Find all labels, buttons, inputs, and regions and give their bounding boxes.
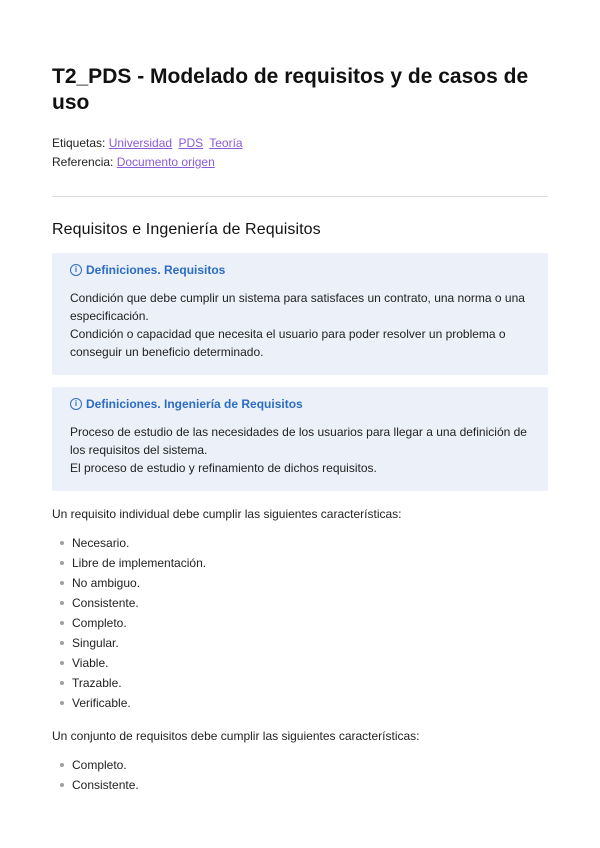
bullet bbox=[60, 601, 64, 605]
tags-label: Etiquetas: bbox=[52, 136, 106, 150]
info-icon: i bbox=[70, 264, 82, 276]
list-item bbox=[60, 593, 548, 613]
list-item bbox=[60, 755, 548, 775]
list-item bbox=[60, 693, 548, 713]
bullet bbox=[60, 641, 64, 645]
list-item-text: Completo. bbox=[72, 616, 127, 630]
list-item-text: Completo. bbox=[72, 758, 127, 772]
set-intro: Un conjunto de requisitos debe cumplir las siguientes características: bbox=[52, 729, 420, 743]
list-item bbox=[60, 533, 548, 553]
tag-link-teoria[interactable]: Teoría bbox=[209, 136, 243, 150]
bullet bbox=[60, 701, 64, 705]
individual-list bbox=[52, 533, 548, 713]
list-item-text: No ambiguo. bbox=[72, 576, 141, 590]
page-title: T2_PDS - Modelado de requisitos y de casos de uso bbox=[52, 65, 529, 114]
reference-link[interactable]: Documento origen bbox=[116, 155, 215, 169]
callout-title bbox=[70, 397, 530, 411]
list-item bbox=[60, 775, 548, 795]
callout-line: Proceso de estudio de las necesidades de los usuarios para llegar a una definición de los requisitos del sistema. bbox=[70, 425, 527, 457]
bullet bbox=[60, 661, 64, 665]
section-heading: Requisitos e Ingeniería de Requisitos bbox=[52, 221, 321, 238]
list-item-text: Libre de implementación. bbox=[72, 556, 207, 570]
bullet bbox=[60, 681, 64, 685]
tags-row bbox=[52, 134, 548, 153]
metadata bbox=[52, 134, 548, 172]
list-item-text: Necesario. bbox=[72, 536, 130, 550]
tag-link-pds[interactable]: PDS bbox=[178, 136, 204, 150]
callout-line: El proceso de estudio y refinamiento de dichos requisitos. bbox=[70, 461, 377, 475]
callout-title-text: Definiciones. Ingeniería de Requisitos bbox=[86, 397, 303, 411]
list-item-text: Viable. bbox=[72, 656, 109, 670]
list-item bbox=[60, 653, 548, 673]
list-item bbox=[60, 673, 548, 693]
bullet bbox=[60, 621, 64, 625]
divider bbox=[52, 196, 548, 197]
list-item bbox=[60, 633, 548, 653]
list-item-text: Trazable. bbox=[72, 676, 122, 690]
reference-row bbox=[52, 153, 548, 172]
callout-title bbox=[70, 263, 530, 277]
info-icon: i bbox=[70, 398, 82, 410]
bullet bbox=[60, 541, 64, 545]
list-item bbox=[60, 573, 548, 593]
callout-title-text: Definiciones. Requisitos bbox=[86, 263, 226, 277]
list-item bbox=[60, 553, 548, 573]
bullet bbox=[60, 763, 64, 767]
list-item-text: Consistente. bbox=[72, 778, 139, 792]
list-item bbox=[60, 613, 548, 633]
callout-line: Condición o capacidad que necesita el usuario para poder resolver un problema o conseguir un beneficio determinado. bbox=[70, 327, 506, 359]
set-list bbox=[52, 755, 548, 795]
list-item-text: Consistente. bbox=[72, 596, 139, 610]
bullet bbox=[60, 581, 64, 585]
callout-ingenieria bbox=[52, 387, 548, 491]
individual-intro: Un requisito individual debe cumplir las siguientes características: bbox=[52, 507, 402, 521]
callout-line: Condición que debe cumplir un sistema para satisfaces un contrato, una norma o una especificación. bbox=[70, 291, 525, 323]
list-item-text: Singular. bbox=[72, 636, 119, 650]
reference-label: Referencia: bbox=[52, 155, 114, 169]
callout-requisitos bbox=[52, 253, 548, 375]
list-item-text: Verificable. bbox=[72, 696, 131, 710]
bullet bbox=[60, 783, 64, 787]
bullet bbox=[60, 561, 64, 565]
tag-link-universidad[interactable]: Universidad bbox=[108, 136, 173, 150]
